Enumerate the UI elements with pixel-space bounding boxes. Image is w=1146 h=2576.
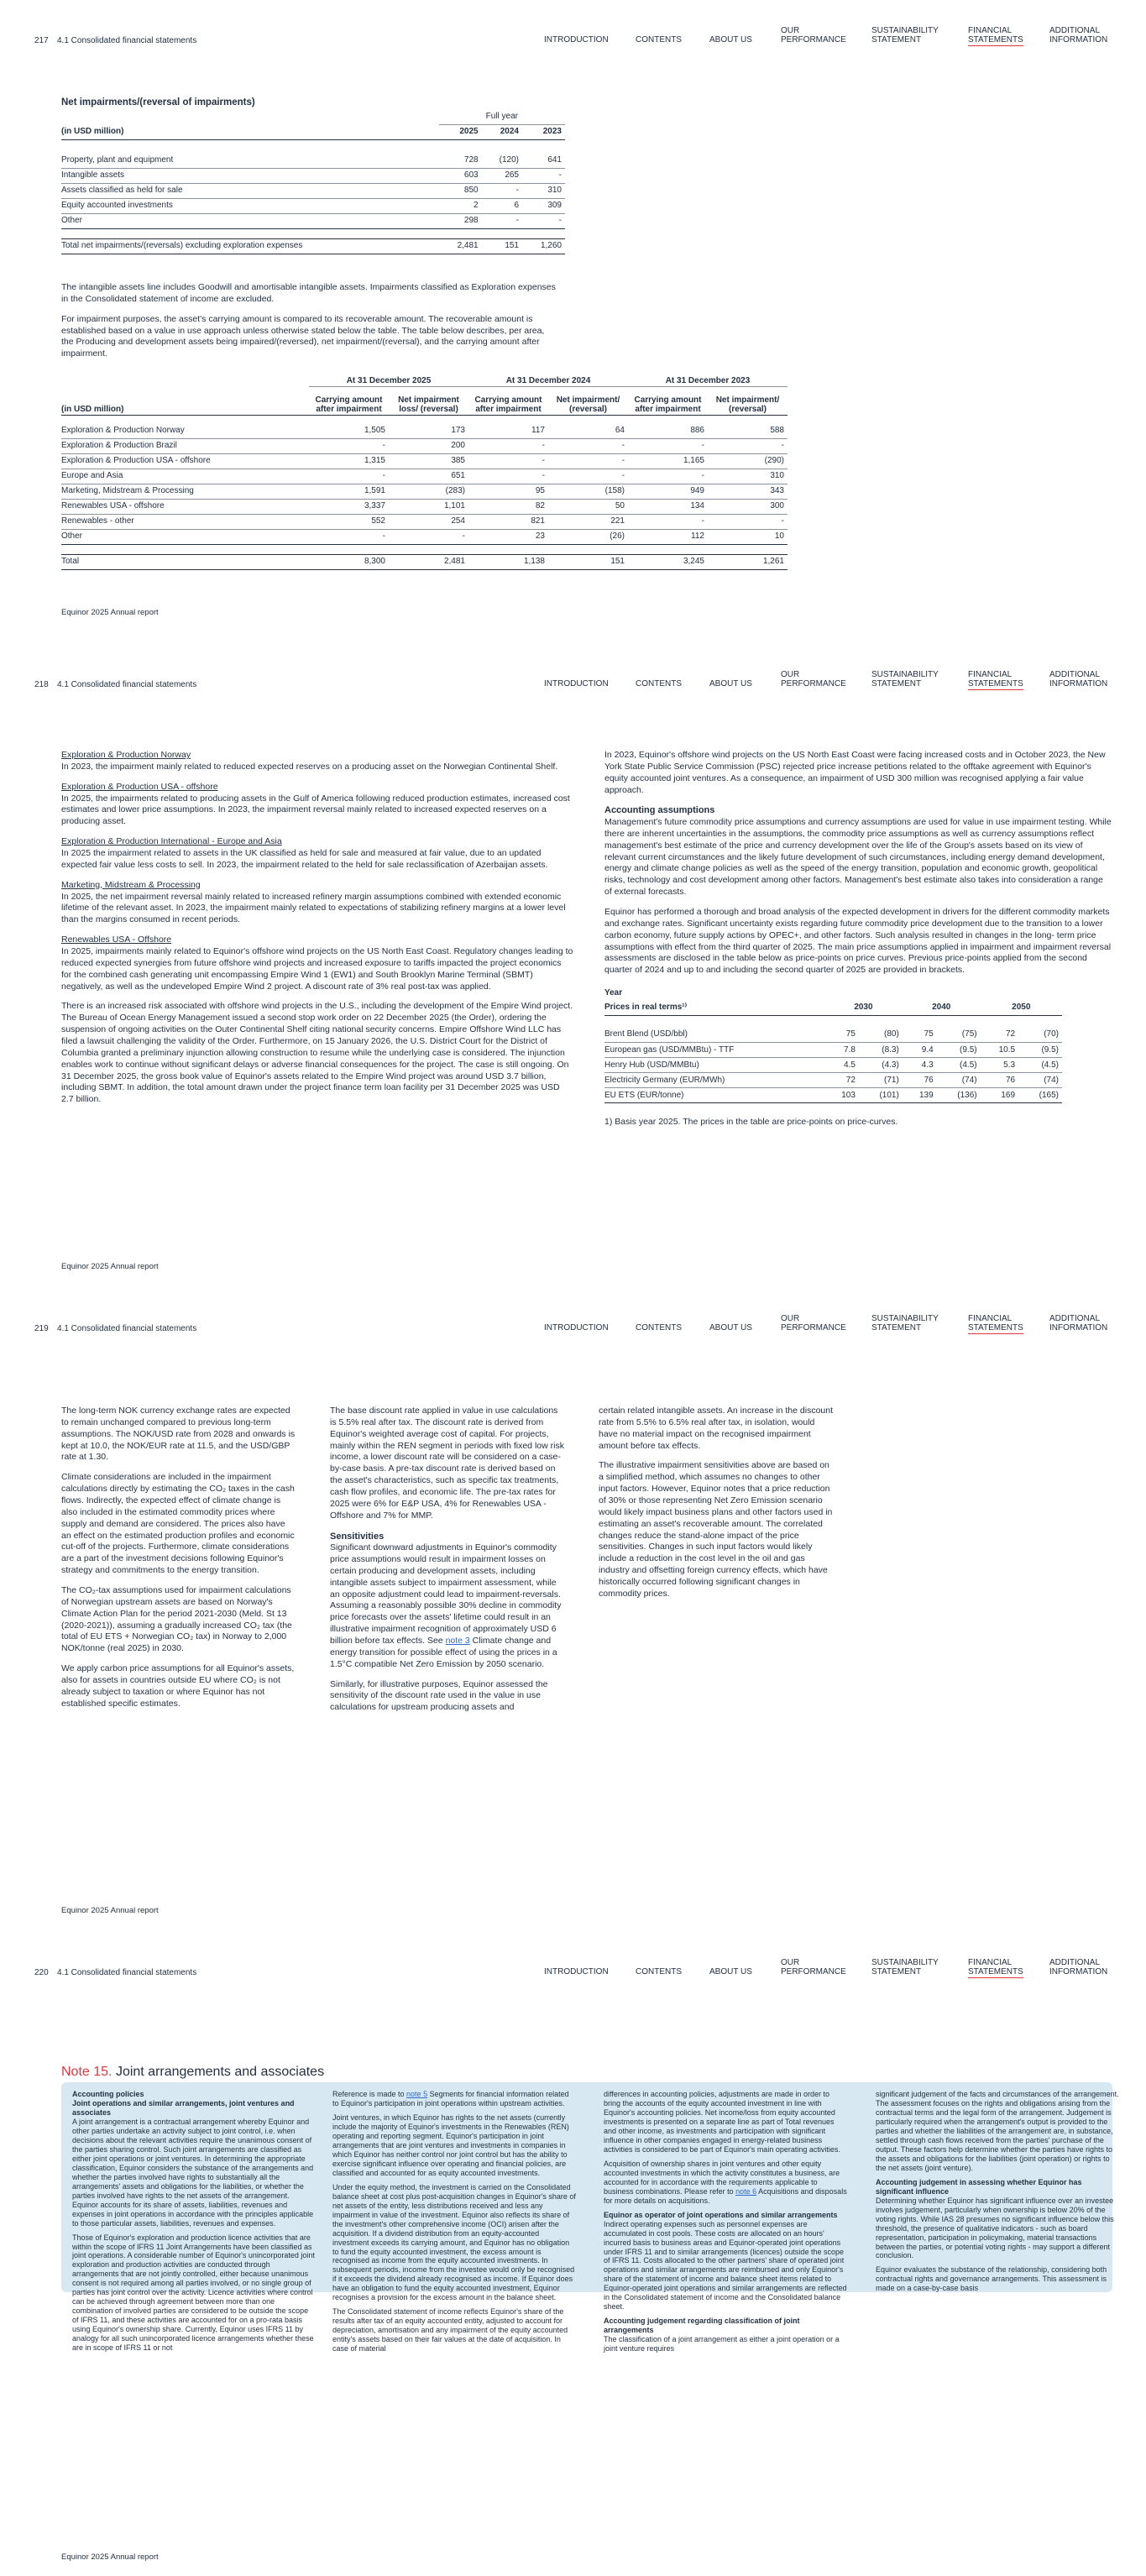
section-label: 4.1 Consolidated financial statements [57,36,197,45]
text-column-2: The base discount rate applied in value in use calculations is 5.5% real after tax. The discount rate is derived from Equinor's weighted average cost of capital. For projects, mainly within the REN segment in periods with fixed low risk income, a lower discount rate will be considered on a case-by-case basis. A pre-tax discount rate is derived based on the asset's characteristics, such as specific tax treatments, cash flow profiles, and economic life. The pre-tax rates for 2025 were 6% for E&P USA, 4% for Renewables USA - Offshore and 7% for MMP. Sensitivities Significant downward adjustments in Equinor's commodity price assumptions would result in impairment losses on certain producing and development assets, including intangible assets subject to impairment assessment, while an opposite adjustment could lead to impairment-reversals. Assuming a reasonably possible 30% decline in commodity price forecasts over the assets' lifetime could result in an illustrative impairment recognition of approximately USD 6 billion before tax effects. See note 3 Climate change and energy transition for possible effect of using the prices in a 1.5°C compatible Net Zero Emission by 2050 scenario. Similarly, for illustrative purposes, Equinor assessed the sensitivity of the discount rate used in the value in use calculations for upstream producing assets and [330,1406,564,1713]
page-header [0,644,1146,696]
table-row: European gas (USD/MMBtu) - TTF 7.8 (8.3) 9.4 (9.5) 10.5 (9.5) [604,1042,1062,1057]
page-footer: Equinor 2025 Annual report [61,608,159,618]
table-row: Other 298 - - [61,213,565,228]
nav-financial-statements[interactable]: FINANCIAL STATEMENTS [968,670,1023,689]
nav-about-us[interactable]: ABOUT US [709,1967,752,1977]
paragraph: The intangible assets line includes Goodwill and amortisable intangible assets. Impairments classified as Exploration expenses in the Consolidated statement of income are excluded. [61,282,556,304]
nav-introduction[interactable]: INTRODUCTION [544,1323,609,1333]
nav-introduction[interactable]: INTRODUCTION [544,1967,609,1977]
area-heading: Exploration & Production USA - offshore [61,781,218,792]
table-row: EU ETS (EUR/tonne) 103 (101) 139 (136) 169 (165) [604,1087,1062,1102]
note-link[interactable]: note 3 [445,1635,470,1646]
unit-label: (in USD million) [61,127,124,137]
policy-column-4: significant judgement of the facts and circumstances of the arrangement. The assessment focuses on the rights and obligations arising from the contractual terms and the legal form of the arrangement. Judgement is particularly required when the arrangement's output is provided to the parties and whether the liabilities of the arrangement are, in substance, settled through cash flows received from the parties' purchase of the output. These factors help determine whether the parties have rights to the assets and obligations for the liabilities (joint operation) or rights to the net assets (joint venture). Accounting judgement in assessing whether Equinor has significant influence Determining whether Equinor has significant influence over an investee involves judgement, particularly when ownership is below 20% of the voting rights. While IAS 28 presumes no significant influence below this threshold, the presence of qualitative indicators - such as board representation, participation in policymaking, material transactions between the parties, or potential voting rights - may support a different conclusion. Equinor evaluates the substance of the relationship, considering both contractual rights and governance arrangements. This assessment is made on a case-by-case basis [876,2090,1119,2293]
note-number: Note 15. [61,2065,113,2079]
total-row: Total 8,300 2,481 1,138 151 3,245 1,261 [61,554,788,569]
impairment-by-area-table: At 31 December 2025 At 31 December 2024 At 31 December 2023 (in USD million) Carrying amount after impairment Net impairment loss/ (reversal) Carrying amount after impairment Net impairment/ (reversal) Carrying amount after impairment Net impairment/ (reversal) Exploration & Production Norway 1,505 173 117 64 886 588 Exploration & Production Brazil - 200 - - - - Exploration & Production USA - offshore 1,315 385 - - 1,165 (290) Europe and Asia - 651 - - - 310 Marketing, Midstream & Processing 1,591 (283) 95 (158) 949 343 Renewables USA - offshore 3,337 1,101 82 50 134 300 Renewables - other 552 254 821 221 - - Other - - 23 (26) 112 10 Total 8,300 2,481 1,138 151 3,245 1,261 [61,371,788,570]
note-link[interactable]: note 5 [406,2090,428,2098]
top-nav [0,24,1146,49]
top-nav [0,1312,1146,1337]
nav-our-performance[interactable]: OUR PERFORMANCE [781,1314,846,1333]
area-comments: Exploration & Production Norway In 2023, the impairment mainly related to reduced expected reserves on a producing asset on the Norwegian Continental Shelf. Exploration & Production USA - offshore In 2025, the impairments related to producing assets in the Gulf of America following reduced production estimates, increased cost estimates and lower price assumptions. In 2023, the impairment reversal mainly related to increased expected reserves on a producing asset. Exploration & Production International - Europe and Asia In 2025 the impairment related to assets in the UK classified as held for sale and measured at fair value, due to an updated expected fair value less costs to sell. In 2023, the impairment related to the held for sale reclassification of Azerbaijan assets. Marketing, Midstream & Processing In 2025, the net impairment reversal mainly related to increased refinery margin assumptions combined with extended economic lifetime of the relevant asset. In 2023, the impairment mainly related to expectations of stabilizing refinery margins at a lower level than the margins consumed in recent periods. Renewables USA - Offshore In 2025, impairments mainly related to Equinor's offshore wind projects on the US North East Coast. Regulatory changes leading to reduced expected synergies from future offshore wind projects and increased exposure to tariffs impacted the project economics for the combined cash generating unit encompassing Empire Wind 1 (EW1) and South Brooklyn Marine Terminal (SBMT) negatively, as well as the undeveloped Empire Wind 2 project. A discount rate of 3% real post-tax was applied. There is an increased risk associated with offshore wind projects in the U.S., including the development of the Empire Wind project. The Bureau of Ocean Energy Management issued a second stop work order on 22 December 2025 (the Order), ordering the suspension of ongoing activities on the Outer Continental Shelf citing national security concerns. Empire Offshore Wind LLC has filed a lawsuit challenging the validity of the Order. Furthermore, on 15 January 2026, the U.S. District Court for the District of Columbia granted a preliminary injunction allowing construction to resume while the underlying case is considered. The injunction enables work to continue without significant delays or adverse financial consequences for the project. The case is still ongoing. On 31 December 2025, the gross book value of Equinor's assets related to the Empire Wind project was around USD 3.7 billion, including SBMT. In addition, the total amount drawn under the project finance term loan facility per 31 December 2025 was USD 2.7 billion. [61,750,573,1105]
table-row: Exploration & Production Norway 1,505 173 117 64 886 588 [61,423,788,438]
area-heading: Marketing, Midstream & Processing [61,879,201,890]
page-number: 220 [34,1968,49,1977]
top-nav [0,1956,1146,1981]
section-heading: Sensitivities [330,1531,385,1542]
nav-sustainability-statement[interactable]: SUSTAINABILITY STATEMENT [871,1314,939,1333]
page-header [0,1288,1146,1340]
table-row: Property, plant and equipment 728 (120) 641 [61,153,565,168]
nav-our-performance[interactable]: OUR PERFORMANCE [781,670,846,689]
nav-additional-information[interactable]: ADDITIONAL INFORMATION [1049,1958,1108,1977]
table-row: Henry Hub (USD/MMBtu) 4.5 (4.3) 4.3 (4.5) 5.3 (4.5) [604,1057,1062,1072]
page-footer: Equinor 2025 Annual report [61,1262,159,1271]
area-heading: Renewables USA - Offshore [61,935,172,945]
top-nav [0,668,1146,693]
nav-about-us[interactable]: ABOUT US [709,679,752,689]
page-header [0,1932,1146,1984]
nav-additional-information[interactable]: ADDITIONAL INFORMATION [1049,670,1108,689]
unit-label: (in USD million) [61,405,124,414]
nav-contents[interactable]: CONTENTS [636,1323,682,1333]
net-impairments-table [61,109,565,254]
section-label: 4.1 Consolidated financial statements [57,1324,197,1333]
table-row: Renewables USA - offshore 3,337 1,101 82 50 134 300 [61,499,788,514]
nav-about-us[interactable]: ABOUT US [709,35,752,45]
nav-about-us[interactable]: ABOUT US [709,1323,752,1333]
year-col: 2024 [500,127,519,137]
page-footer: Equinor 2025 Annual report [61,1906,159,1915]
year-col: 2025 [459,127,479,137]
section-heading: Accounting assumptions [604,805,715,816]
nav-financial-statements[interactable]: FINANCIAL STATEMENTS [968,1958,1023,1977]
paragraph: There is an increased risk associated with offshore wind projects in the U.S., including the development of the Empire Wind project. The Bureau of Ocean Energy Management issued a second stop work order on 22 December 2025 (the Order), ordering the suspension of ongoing activities on the Outer Continental Shelf citing national security concerns. Empire Offshore Wind LLC has filed a lawsuit challenging the validity of the Order. Furthermore, on 15 January 2026, the U.S. District Court for the District of Columbia granted a preliminary injunction allowing construction to resume while the underlying case is considered. The injunction enables work to continue without significant delays or adverse financial consequences for the project. The case is still ongoing. On 31 December 2025, the gross book value of Equinor's assets related to the Empire Wind project was around USD 3.7 billion, including SBMT. In addition, the total amount drawn under the project finance term loan facility per 31 December 2025 was USD 2.7 billion. [61,1001,573,1105]
nav-sustainability-statement[interactable]: SUSTAINABILITY STATEMENT [871,670,939,689]
body-text [61,282,557,369]
table-title: Net impairments/(reversal of impairments) [61,97,255,107]
table-row: Marketing, Midstream & Processing 1,591 (283) 95 (158) 949 343 [61,484,788,499]
page-number: 219 [34,1324,49,1333]
paragraph: Equinor has performed a thorough and broad analysis of the expected development in drivers for the different commodity markets and exchange rates. Significant uncertainty exists regarding future commodity price development due to the transition to a lower carbon economy, future supply actions by OPEC+, and other factors. Such analysis resulted in changes in the long- term price assumptions with effect from the third quarter of 2025. The main price assumptions applied in impairment and impairment reversal assessments are disclosed in the table below as price-points on price curves. Previous price-points applied from the second quarter of 2024 and up to and including the second quarter of 2025 are provided in brackets. [604,906,1112,976]
table-row: Assets classified as held for sale 850 - 310 [61,183,565,198]
note-title: Note 15. Joint arrangements and associates [61,2065,325,2079]
nav-introduction[interactable]: INTRODUCTION [544,35,609,45]
nav-contents[interactable]: CONTENTS [636,1967,682,1977]
section-label: 4.1 Consolidated financial statements [57,1968,197,1977]
area-heading: Exploration & Production Norway [61,750,191,760]
policy-column-1: Accounting policies Joint operations and similar arrangements, joint ventures and associates A joint arrangement is a contractual arrangement whereby Equinor and other parties undertake an activity subject to joint control, i.e. when decisions about the relevant activities require the unanimous consent of the parties sharing control. Such joint arrangements are classified as either joint operations or joint ventures. In determining the appropriate classification, Equinor considers the substance of the arrangements and whether the parties involved have rights to substantially all the arrangements' assets and obligations for the liabilities, or whether the parties involved have rights to the net assets of the arrangement. Equinor accounts for its share of assets, liabilities, revenues and expenses in joint operations in accordance with the principles applicable to those particular assets, liabilities, revenues and expenses. Those of Equinor's exploration and production licence activities that are within the scope of IFRS 11 Joint Arrangements have been classified as joint operations. A considerable number of Equinor's unincorporated joint exploration and production activities are conducted through arrangements that are not jointly controlled, either because unanimous consent is not required among all parties involved, or no single group of parties has joint control over the activity. Licence activities where control can be achieved through agreement between more than one combination of involved parties are considered to be outside the scope of IFRS 11, and these activities are accounted for on a pro-rata basis using Equinor's ownership share. Currently, Equinor uses IFRS 11 by analogy for all such unincorporated licence arrangements whether these are in scope of IFRS 11 or not [72,2090,315,2353]
nav-contents[interactable]: CONTENTS [636,679,682,689]
nav-contents[interactable]: CONTENTS [636,35,682,45]
nav-sustainability-statement[interactable]: SUSTAINABILITY STATEMENT [871,26,939,45]
page-number: 218 [34,680,49,689]
total-row: Total net impairments/(reversals) excluding exploration expenses 2,481 151 1,260 [61,238,565,254]
page-number: 217 [34,36,49,45]
page-217 [0,0,1146,644]
table-row: Other - - 23 (26) 112 10 [61,529,788,544]
nav-additional-information[interactable]: ADDITIONAL INFORMATION [1049,1314,1108,1333]
text-column-1: The long-term NOK currency exchange rates are expected to remain unchanged compared to previous long-term assumptions. The NOK/USD rate from 2028 and onwards is kept at 10.0, the NOK/EUR rate at 11.5, and the USD/GBP rate at 1.30. Climate considerations are included in the impairment calculations directly by estimating the CO₂ taxes in the cash flows. Indirectly, the expected effect of climate change is also included in the estimated commodity prices where supply and demand are considered. The prices also have an effect on the estimated production profiles and economic cut-off of the projects. Furthermore, climate considerations are a part of the investment decisions following Equinor's strategy and commitments to the energy transition. The CO₂-tax assumptions used for impairment calculations of Norwegian upstream assets are based on Norway's Climate Action Plan for the period 2021-2030 (Meld. St 13 (2020-2021)), assuming a gradually increased CO₂ tax (the total of EU ETS + Norwegian CO₂ tax) in Norway to 2,000 NOK/tonne (real 2025) in 2030. We apply carbon price assumptions for all Equinor's assets, also for assets in countries outside EU where CO₂ is not already subject to taxation or where Equinor has not established specific estimates. [61,1406,296,1709]
price-assumptions-table: Year Prices in real terms¹⁾ 2030 2040 2050 Brent Blend (USD/bbl) 75 (80) 75 (75) 72 (70) European gas (USD/MMBtu) - TTF 7.8 (8.3) 9.4 (9.5) 10.5 (9.5) Henry Hub (USD/MMBtu) 4.5 (4.3) 4.3 (4.5) 5.3 (4.5) Electricity Germany (EUR/MWh) 72 (71) 76 (74) 76 (74) EU ETS (EUR/tonne) 103 (101) 139 (136) 169 (165) [604,985,1062,1103]
paragraph: For impairment purposes, the asset's carrying amount is compared to its recoverable amount. The recoverable amount is established based on a value in use approach unless otherwise stated below the table. The table below describes, per area, the Producing and development assets being impaired/(reversed), net impairment/(reversal), and the carrying amount after impairment. [61,313,545,359]
table-row: Brent Blend (USD/bbl) 75 (80) 75 (75) 72 (70) [604,1027,1062,1042]
table-row: Electricity Germany (EUR/MWh) 72 (71) 76 (74) 76 (74) [604,1072,1062,1087]
paragraph: Management's future commodity price assumptions and currency assumptions are used for value in use impairment testing. While there are inherent uncertainties in the assumptions, the commodity price assumptions as well as currency assumptions reflect management's best estimate of the price and currency development over the life of the Group's assets based on its view of relevant current circumstances and the likely future development of such circumstances, including energy demand development, energy and climate change policies as well as the speed of the energy transition, population and economic growth, geopolitical risks, technology and cost development among other factors. Management's best estimate also takes into consideration a range of external forecasts. [604,816,1112,898]
group-header: Full year [439,109,565,124]
text-column-3: certain related intangible assets. An increase in the discount rate from 5.5% to 6.5% real after tax, in isolation, would have no material impact on the recognised impairment amount before tax effects. The illustrative impairment sensitivities above are based on a simplified method, which assumes no changes to other input factors. However, Equinor notes that a price reduction of 30% or those representing Net Zero Emission scenario would likely impact business plans and other factors used in estimating an asset's recoverable amount. The correlated changes reduce the stand-alone impact of the price sensitivities. Changes in such input factors would likely include a reduction in the cost level in the oil and gas industry and offsetting foreign currency effects, which have historically occurred following significant changes in commodity prices. [599,1406,834,1599]
note-link[interactable]: note 6 [735,2186,757,2196]
footnote: 1) Basis year 2025. The prices in the table are price-points on price-curves. [604,1116,898,1127]
page-footer: Equinor 2025 Annual report [61,2552,159,2562]
table-row: Intangible assets 603 265 - [61,168,565,183]
nav-financial-statements[interactable]: FINANCIAL STATEMENTS [968,26,1023,45]
page-header [0,0,1146,52]
table-row: Europe and Asia - 651 - - - 310 [61,469,788,484]
table-row: Exploration & Production USA - offshore 1,315 385 - - 1,165 (290) [61,453,788,469]
table-row: Exploration & Production Brazil - 200 - - - - [61,438,788,453]
area-heading: Exploration & Production International - Europe and Asia [61,836,282,847]
nav-financial-statements[interactable]: FINANCIAL STATEMENTS [968,1314,1023,1333]
policy-column-2: Reference is made to note 5 Segments for financial information related to Equinor's participation in joint operations within upstream activities. Joint ventures, in which Equinor has rights to the net assets (currently include the majority of Equinor's investments in the Renewables (REN) operating and reporting segment. Equinor's participation in joint arrangements that are joint ventures and investments in companies in which Equinor has neither control nor joint control but has the ability to exercise significant influence over operating and financial policies, are classified and accounted for as equity accounted investments. Under the equity method, the investment is carried on the Consolidated balance sheet at cost plus post-acquisition changes in Equinor's share of net assets of the entity, less distributions received and less any impairment in value of the investment. Equinor also reflects its share of the investment's other comprehensive income (OCI) arisen after the acquisition. If a dividend distribution from an equity-accounted investment exceeds its carrying amount, and Equinor has no obligation to fund the equity accounted investment, the excess amount is recognised as income from the equity accounted investments. In subsequent periods, income from the investee would only be recognised if it exceeds the dividend already recognised as income. If Equinor does have an obligation to fund the equity accounted investment, Equinor recognises a provision for the excess amount in the balance sheet. The Consolidated statement of income reflects Equinor's share of the results after tax of an equity accounted entity, adjusted to account for depreciation, amortisation and any impairment of the equity accounted entity's assets based on their fair values at the date of acquisition. In case of material [332,2090,576,2353]
accounting-assumptions [604,750,1112,1136]
nav-our-performance[interactable]: OUR PERFORMANCE [781,26,846,45]
nav-our-performance[interactable]: OUR PERFORMANCE [781,1958,846,1977]
nav-sustainability-statement[interactable]: SUSTAINABILITY STATEMENT [871,1958,939,1977]
nav-introduction[interactable]: INTRODUCTION [544,679,609,689]
table-row: Equity accounted investments 2 6 309 [61,198,565,213]
year-col: 2023 [542,127,562,137]
section-label: 4.1 Consolidated financial statements [57,680,197,689]
nav-additional-information[interactable]: ADDITIONAL INFORMATION [1049,26,1108,45]
policy-column-3: differences in accounting policies, adjustments are made in order to bring the accounts of the equity accounted investment in line with Equinor's accounting policies. Net income/loss from equity accounted investments is presented on a separate line as part of Total revenues and other income, as investments and participation with significant influence in other companies engaged in energy-related business activities is considered to be part of Equinor's main operating activities. Acquisition of ownership shares in joint ventures and other equity accounted investments in which the activity constitutes a business, are accounted for in accordance with the requirements applicable to business combinations. Please refer to note 6 Acquisitions and disposals for more details on acquisitions. Equinor as operator of joint operations and similar arrangements Indirect operating expenses such as personnel expenses are accumulated in cost pools. These costs are allocated on an hours' incurred basis to business areas and Equinor-operated joint operations under IFRS 11 and to similar arrangements (licences) outside the scope of IFRS 11. Costs allocated to the other partners' share of operated joint operations and similar arrangements are reimbursed and only Equinor's share of the statement of income and balance sheet items related to Equinor-operated joint operations and similar arrangements are reflected in the Consolidated statement of income and the Consolidated balance sheet. Accounting judgement regarding classification of joint arrangements The classification of a joint arrangement as either a joint operation or a joint venture requires [604,2090,847,2353]
table-row: Renewables - other 552 254 821 221 - - [61,514,788,529]
paragraph: In 2023, Equinor's offshore wind projects on the US North East Coast were facing increased costs and in October 2023, the New York State Public Service Commission (PSC) rejected price increase petitions related to the offtake agreement with Equinor's equity accounted joint ventures. As a consequence, an impairment of USD 300 million was recognised applying a fair value approach. [604,750,1106,795]
